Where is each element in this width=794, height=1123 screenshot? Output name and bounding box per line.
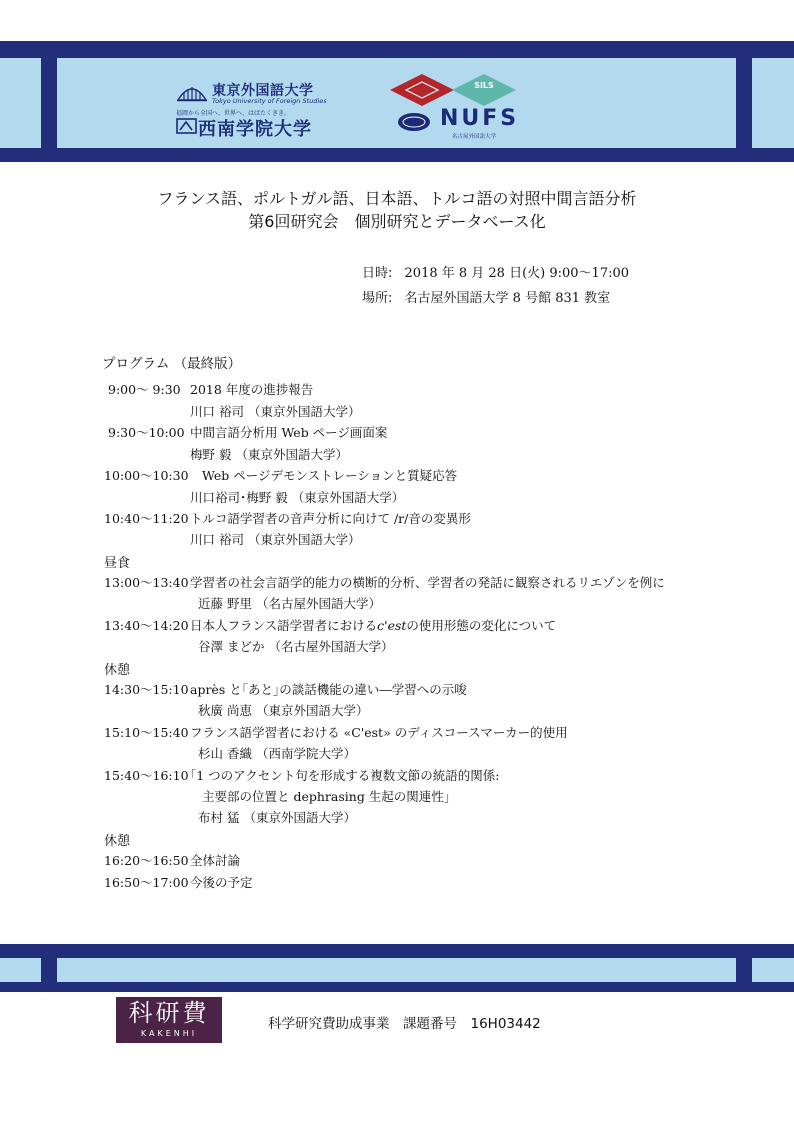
top-navy-border (0, 41, 794, 58)
tufs-seal-icon (176, 82, 208, 102)
place-value: 名古屋外国語大学 8 号館 831 教室 (404, 291, 611, 306)
program-speaker: 杉山 香織 （西南学院大学） (198, 746, 356, 761)
seinan-name: 西南学院大学 (198, 119, 312, 140)
program-speaker: 川口 裕司 （東京外国語大学） (190, 404, 361, 419)
program-title-em: c'est (377, 618, 407, 633)
program-title-rest: の使用形態の変化について (406, 618, 557, 633)
program-title: 全体討論 (190, 853, 241, 868)
program-speaker: 川口裕司･梅野 毅 （東京外国語大学） (190, 490, 405, 505)
program-time: 16:20〜16:50 (104, 853, 189, 868)
program-title: 2018 年度の進捗報告 (190, 382, 314, 397)
program-title: 日本人フランス語学習者における (190, 618, 378, 633)
program-time: 15:10〜15:40 (104, 725, 189, 740)
program-time: 9:00〜 9:30 (108, 382, 181, 397)
program-item (104, 851, 240, 869)
program-time: 13:00〜13:40 (104, 575, 189, 590)
program-time: 13:40〜14:20 (104, 618, 189, 633)
program-time: 10:40〜11:20 (104, 511, 189, 526)
program-time: 14:30〜15:10 (104, 682, 189, 697)
nufs-emblem-icon (396, 110, 432, 134)
nufs-wordmark: NUFS (440, 106, 520, 131)
program-title: ｢1 つのアクセント句を形成する複数文節の統語的関係: (190, 768, 500, 783)
bottom-right-navy-post (736, 944, 752, 992)
program-item (104, 573, 665, 591)
program-speaker: 布村 猛 （東京外国語大学） (198, 810, 356, 825)
program-title: après と｢あと｣の談話機能の違い―学習への示唆 (190, 682, 467, 697)
seinan-logo (176, 108, 376, 140)
program-title: フランス語学習者における «C'est» のディスコースマーカー的使用 (190, 725, 568, 740)
program-title-continued: 主要部の位置と dephrasing 生起の関連性｣ (202, 789, 451, 804)
program-item (108, 380, 313, 398)
sils-diamond-icon (390, 74, 516, 106)
bottom-light-blue-band (0, 958, 794, 982)
program-item (108, 423, 387, 441)
date-value: 2018 年 8 月 28 日(火) 9:00〜17:00 (404, 266, 630, 281)
kakenhi-kanji: 科研費 (128, 999, 210, 1027)
top-right-navy-post (736, 41, 752, 162)
kakenhi-logo (116, 997, 222, 1043)
kakenhi-romaji: KAKENHI (140, 1029, 198, 1038)
event-title-line-2: 第6回研究会 個別研究とデータベース化 (248, 212, 546, 231)
program-speaker: 梅野 毅 （東京外国語大学） (190, 447, 348, 462)
program-speaker: 近藤 野里 （名古屋外国語大学） (198, 596, 381, 611)
program-item (104, 723, 568, 741)
sils-logo (386, 72, 526, 108)
program-item (104, 766, 500, 784)
program-item (104, 680, 467, 698)
event-place (362, 287, 610, 306)
header-navy-rule (0, 148, 794, 162)
footer-navy-rule-top (0, 944, 794, 958)
event-date (362, 262, 629, 281)
program-time: 16:50〜17:00 (104, 875, 189, 890)
footer-navy-rule-bottom (0, 982, 794, 992)
program-title: トルコ語学習者の音声分析に向けて /r/音の変異形 (190, 511, 471, 526)
program-speaker: 谷澤 まどか （名古屋外国語大学） (198, 639, 394, 654)
nufs-logo (396, 106, 556, 140)
tufs-name-ja: 東京外国語大学 (212, 83, 314, 99)
tufs-name-en: Tokyo University of Foreign Studies (212, 97, 327, 105)
program-speaker: 川口 裕司 （東京外国語大学） (190, 532, 361, 547)
program-title: 学習者の社会言語学的能力の横断的分析、学習者の発話に観察されるリエゾンを例に (190, 575, 665, 590)
grant-info: 科学研究費助成事業 課題番号 16H03442 (268, 1016, 541, 1032)
sils-label: SILS (474, 81, 494, 90)
bottom-left-navy-post (41, 944, 57, 992)
program-time: 10:00〜10:30 (104, 468, 189, 483)
nufs-subtitle: 名古屋外国語大学 (452, 134, 497, 140)
program-item (104, 616, 556, 634)
program-item (104, 873, 253, 891)
place-label: 場所: (362, 291, 393, 306)
seinan-mark-icon (176, 117, 198, 135)
seinan-tagline: 福岡から全国へ、世界へ、はばたくきき。 (176, 110, 290, 117)
break-1: 休憩 (104, 663, 131, 678)
program-title: 中間言語分析用 Web ページ画面案 (190, 425, 388, 440)
program-title: Web ページデモンストレーションと質疑応答 (202, 468, 458, 483)
tufs-logo (176, 80, 366, 104)
top-left-navy-post (41, 41, 57, 162)
program-heading: プログラム （最終版） (102, 356, 242, 372)
program-speaker: 秋廣 尚恵 （東京外国語大学） (198, 703, 369, 718)
program-item (104, 509, 471, 527)
date-label: 日時: (362, 266, 393, 281)
program-item (104, 466, 457, 484)
program-time: 9:30〜10:00 (108, 425, 185, 440)
program-title: 今後の予定 (190, 875, 253, 890)
lunch-break: 昼食 (104, 556, 131, 571)
break-2: 休憩 (104, 834, 131, 849)
program-time: 15:40〜16:10 (104, 768, 189, 783)
event-title-line-1: フランス語、ポルトガル語、日本語、トルコ語の対照中間言語分析 (157, 189, 637, 208)
